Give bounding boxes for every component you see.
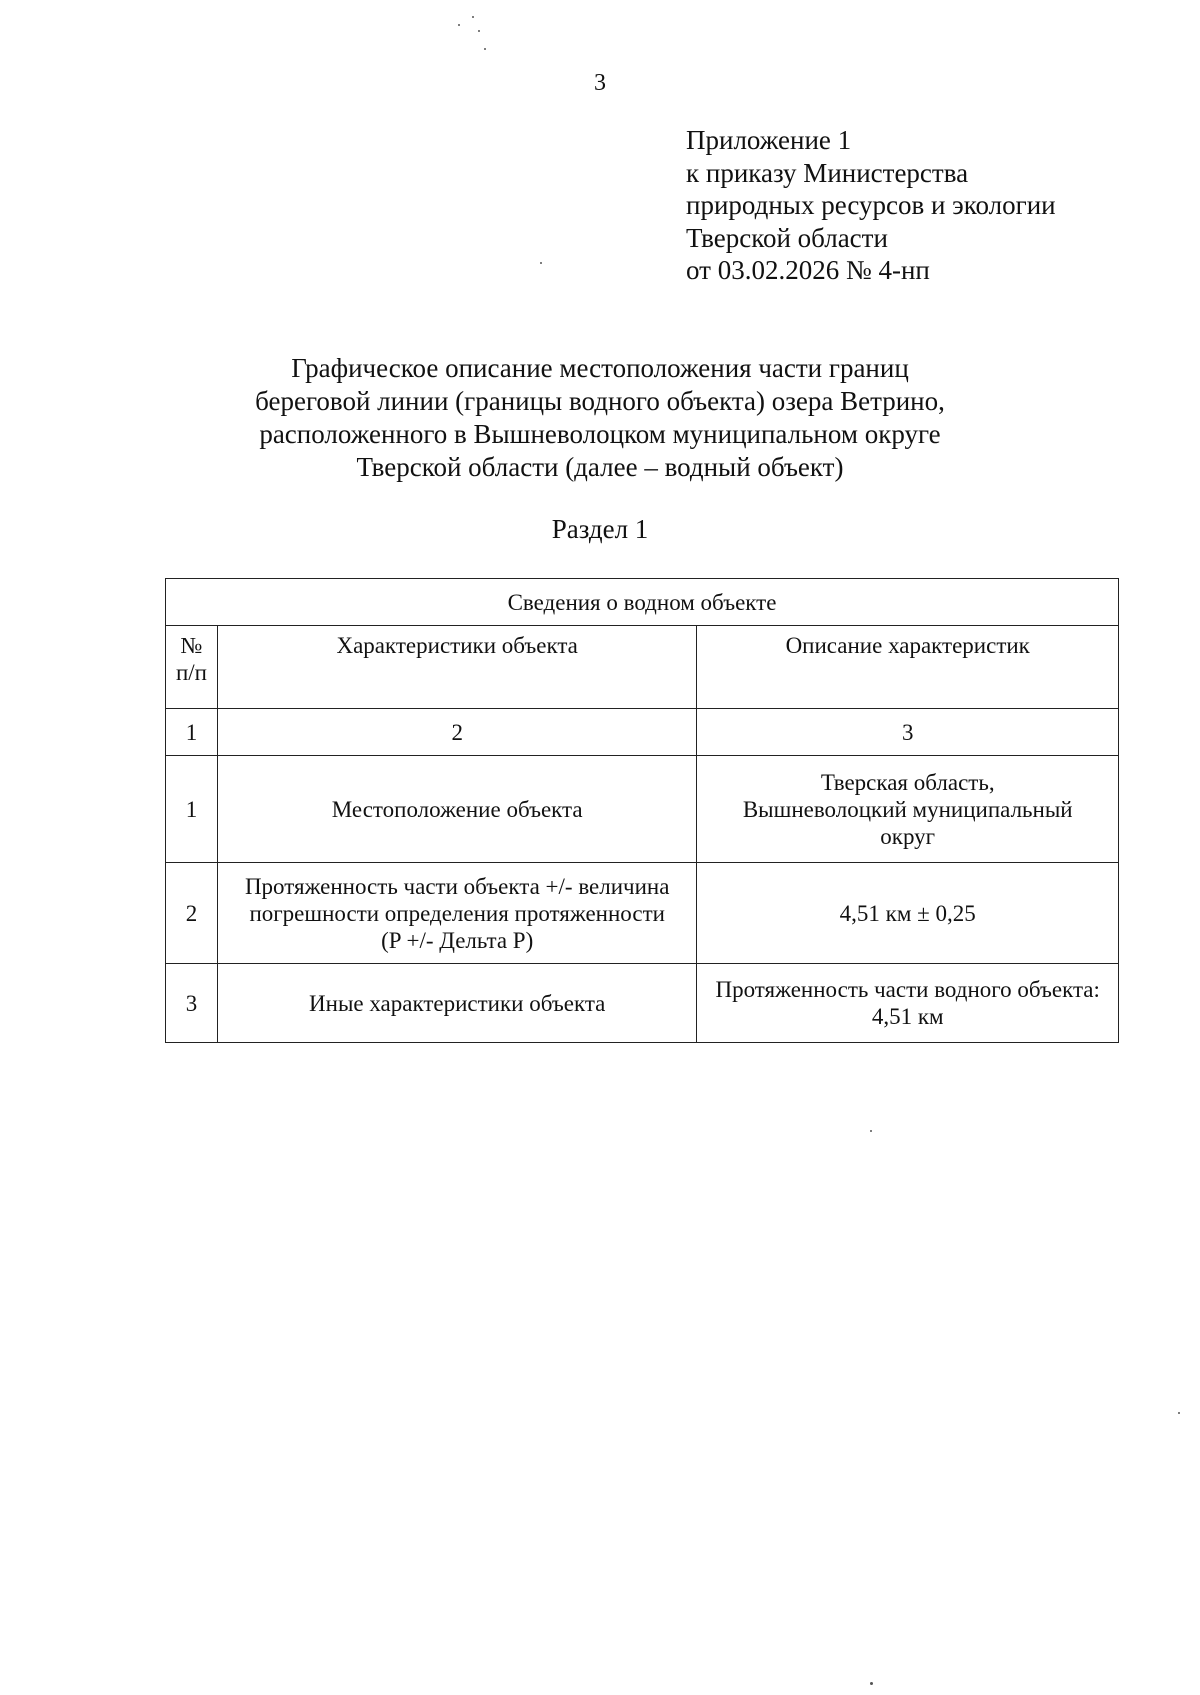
header-characteristic: Характеристики объекта — [217, 626, 696, 709]
column-number: 2 — [217, 709, 696, 756]
appendix-line: Тверской области — [686, 222, 888, 253]
appendix-line: к приказу Министерства — [686, 157, 969, 188]
row-description — [697, 756, 1119, 863]
header-num — [166, 626, 218, 709]
scan-artifact — [472, 16, 474, 18]
description-line: Вышневолоцкий муниципальный — [742, 796, 1073, 822]
title-line: расположенного в Вышневолоцком муниципальном округе — [259, 419, 941, 449]
scan-artifact — [870, 1682, 873, 1685]
description-line: округ — [880, 823, 936, 849]
scan-artifact — [540, 262, 542, 264]
scan-artifact — [1178, 1412, 1180, 1414]
characteristic-line: (P +/- Дельта P) — [381, 927, 534, 953]
header-num-line: № — [180, 633, 203, 658]
table-header-row — [166, 626, 1119, 709]
column-number: 1 — [166, 709, 218, 756]
description-line: Тверская область, — [820, 769, 995, 795]
appendix-line: природных ресурсов и экологии — [686, 190, 1056, 220]
row-num: 2 — [166, 863, 218, 964]
scan-artifact — [458, 24, 460, 26]
row-characteristic: Местоположение объекта — [217, 756, 696, 863]
row-description: 4,51 км ± 0,25 — [697, 863, 1119, 964]
header-num-line: п/п — [175, 660, 207, 685]
appendix-block — [686, 124, 1056, 287]
table-row — [166, 964, 1119, 1043]
row-num: 3 — [166, 964, 218, 1043]
characteristic-line: погрешности определения протяженности — [249, 900, 665, 926]
document-title — [0, 352, 1200, 484]
appendix-line: Приложение 1 — [686, 125, 852, 155]
water-object-table — [165, 578, 1119, 1043]
title-line: Тверской области (далее – водный объект) — [356, 452, 844, 482]
table-caption: Сведения о водном объекте — [166, 579, 1119, 626]
title-line: береговой линии (границы водного объекта) озера Ветрино, — [255, 386, 945, 416]
appendix-order-date: от 03.02.2026 № 4-нп — [686, 255, 930, 285]
page-number: 3 — [594, 70, 606, 96]
column-number: 3 — [697, 709, 1119, 756]
title-line: Графическое описание местоположения части границ — [291, 353, 909, 383]
scan-artifact — [870, 1130, 872, 1132]
section-heading: Раздел 1 — [551, 514, 649, 544]
description-line: Протяженность части водного объекта: — [715, 977, 1100, 1002]
row-num: 1 — [166, 756, 218, 863]
row-characteristic — [217, 863, 696, 964]
scan-artifact — [484, 48, 486, 50]
table-row — [166, 756, 1119, 863]
scan-artifact — [478, 30, 480, 32]
row-characteristic: Иные характеристики объекта — [217, 964, 696, 1043]
header-description: Описание характеристик — [697, 626, 1119, 709]
table-row — [166, 863, 1119, 964]
row-description — [697, 964, 1119, 1043]
description-line: 4,51 км — [871, 1004, 944, 1029]
table-caption-row — [166, 579, 1119, 626]
characteristic-line: Протяженность части объекта +/- величина — [244, 873, 670, 899]
column-number-row — [166, 709, 1119, 756]
